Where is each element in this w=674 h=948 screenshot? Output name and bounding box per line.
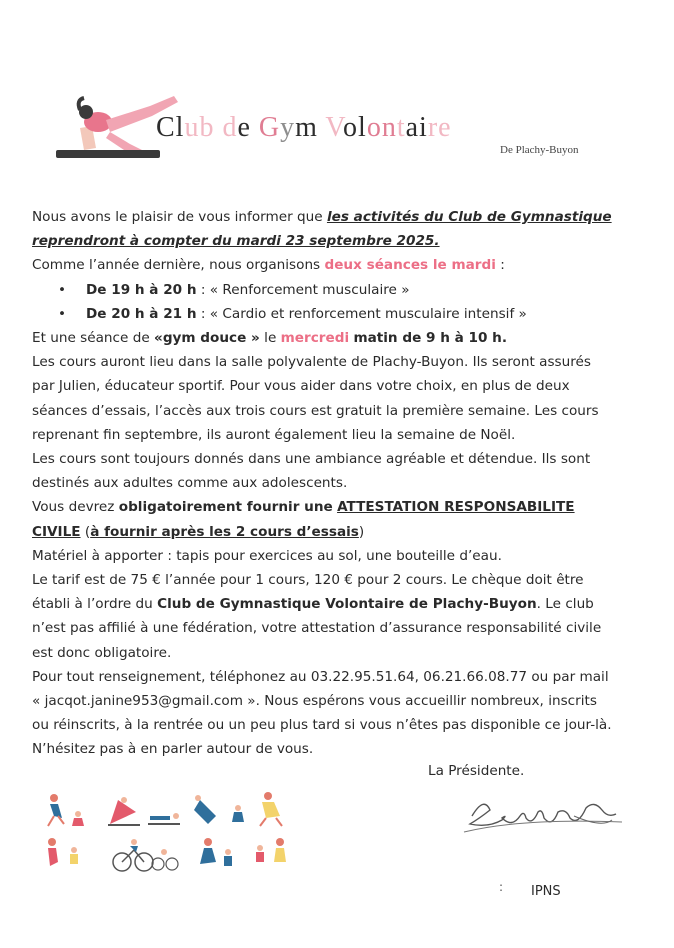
paragraph-contact: Pour tout renseignement, téléphonez au 03.22.95.51.64, 06.21.66.08.77 ou par mail « jacqot.janine953@gmail.com ». Nous espérons vous accueillir nombreux, inscrits ou réinscrits, à la rentrée ou un peu plus tard si vous n’êtes pas disponible ce jour-là. N’hésitez pas à en parler autour de vous. xyxy=(32,668,612,758)
paragraph-location: Les cours auront lieu dans la salle polyvalente de Plachy-Buyon. Ils seront assurés par Julien, éducateur sportif. Pour vous aider dans votre choix, en plus de deux séances d’essais, l’accès aux trois cours est gratuit la première semaine. Les cours reprenant fin septembre, ils auront également lieu la semaine de Noël. xyxy=(32,354,599,443)
logo-letter-group: d xyxy=(222,112,238,143)
attestation-text: Vous devrez xyxy=(32,499,119,516)
paragraph-intro xyxy=(32,205,614,253)
sessions-highlight: deux séances le mardi xyxy=(324,257,496,274)
logo-letter-group: G xyxy=(258,112,281,143)
logo-letter-group: on xyxy=(366,112,397,143)
intro-text: Nous avons le plaisir de vous informer que xyxy=(32,209,327,225)
logo-letter-group: Cl xyxy=(156,112,185,143)
attestation-deadline: à fournir après les 2 cours d’essais xyxy=(90,523,359,540)
logo-letter-group: y xyxy=(280,112,296,143)
attestation-open: ( xyxy=(80,523,91,540)
session-item xyxy=(86,302,614,326)
session-time: De 20 h à 21 h xyxy=(86,305,197,322)
signature-icon xyxy=(462,788,632,858)
logo-letter-group: re xyxy=(427,112,452,143)
paragraph-sessions-intro xyxy=(32,253,614,277)
logo-letter-group: V xyxy=(317,112,344,143)
letter-body xyxy=(32,205,614,762)
pricing-note: . Le club n’est pas affilié à une fédération, votre attestation d’assurance responsabilité civile est donc obligatoire. xyxy=(32,596,602,661)
signatory-label: La Présidente. xyxy=(428,763,525,779)
logo-letter-group: m xyxy=(295,112,318,143)
attestation-title: ATTESTATION RESPONSABILITE CIVILE xyxy=(32,499,575,540)
ipns-label: IPNS xyxy=(531,884,561,899)
attestation-close: ) xyxy=(358,523,365,540)
sessions-colon: : xyxy=(495,257,505,274)
paragraph-gym-douce xyxy=(32,326,614,350)
gym-douce-connector: le xyxy=(259,330,281,347)
session-item xyxy=(86,278,614,302)
session-title: : « Cardio et renforcement musculaire intensif » xyxy=(196,305,527,322)
logo-letter-group: ub xyxy=(184,112,215,143)
session-title: : « Renforcement musculaire » xyxy=(196,281,410,298)
club-location: De Plachy-Buyon xyxy=(500,144,579,156)
ipns-mark: : xyxy=(499,880,504,894)
attestation-required: obligatoirement fournir une xyxy=(118,499,333,516)
gym-douce-time: matin de 9 h à 10 h. xyxy=(353,330,508,347)
intro-highlight: les activités du Club de Gymnastique reprendront à compter du mardi 23 septembre 2025. xyxy=(32,209,612,250)
session-time: De 19 h à 20 h xyxy=(86,281,197,298)
gym-douce-label: «gym douce » xyxy=(154,330,260,347)
logo-letter-group: ai xyxy=(405,112,428,143)
club-logo-title xyxy=(156,112,452,144)
sports-people-icon xyxy=(40,790,300,880)
gym-douce-day: mercredi xyxy=(280,330,350,347)
logo-letter-group: e xyxy=(237,112,251,143)
gym-douce-text: Et une séance de xyxy=(32,330,155,347)
pricing-text: Le tarif est de 75 € l’année pour 1 cours, 120 € pour 2 cours. Le chèque doit être établi à l’ordre du xyxy=(32,572,584,613)
logo-letter-group: t xyxy=(396,112,406,143)
sessions-intro-text: Comme l’année dernière, nous organisons xyxy=(32,257,325,274)
logo-letter-group xyxy=(251,112,259,143)
paragraph-material: Matériel à apporter : tapis pour exercices au sol, une bouteille d’eau. xyxy=(32,547,502,564)
paragraph-pricing xyxy=(32,568,614,665)
session-list xyxy=(32,278,614,326)
paragraph-attestation xyxy=(32,495,614,543)
paragraph-ambiance: Les cours sont toujours donnés dans une ambiance agréable et détendue. Ils sont destinés aux adultes comme aux adolescents. xyxy=(32,451,591,492)
club-name: Club de Gymnastique Volontaire de Plachy-Buyon xyxy=(157,596,537,613)
logo-letter-group: ol xyxy=(343,112,367,143)
